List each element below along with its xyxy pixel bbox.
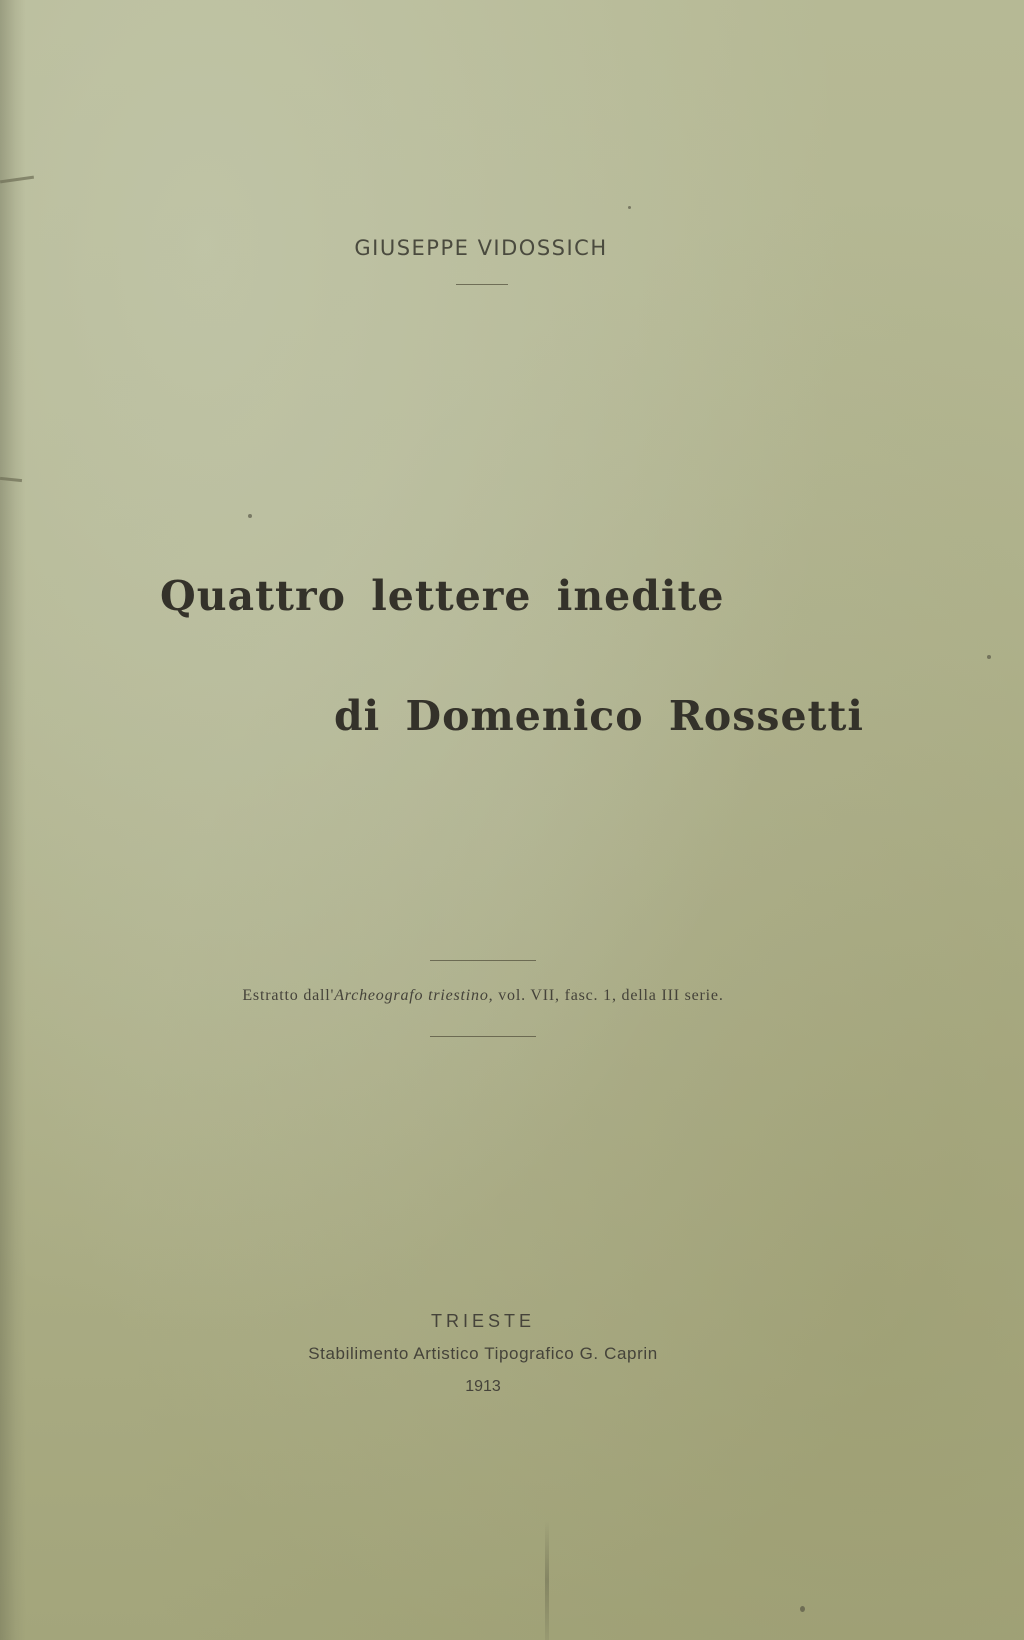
paper-speck — [987, 655, 991, 659]
divider-rule — [456, 284, 508, 285]
publication-title: Archeografo triestino, — [334, 987, 494, 1004]
title-line-2: di Domenico Rossetti — [334, 692, 864, 740]
extract-suffix: vol. VII, fasc. 1, della III serie. — [493, 987, 724, 1004]
divider-rule — [430, 960, 536, 961]
extract-prefix: Estratto dall' — [242, 987, 335, 1004]
imprint-printer: Stabilimento Artistico Tipografico G. Caprin — [308, 1344, 658, 1363]
paper-speck — [248, 514, 252, 518]
title-line-1: Quattro lettere inedite — [160, 572, 725, 620]
divider-rule — [430, 1036, 536, 1037]
paper-speck — [628, 206, 631, 209]
author-name: GIUSEPPE VIDOSSICH — [354, 236, 608, 260]
paper-speck — [800, 1606, 805, 1612]
paper-crease — [545, 1520, 549, 1640]
imprint-year: 1913 — [465, 1378, 501, 1395]
imprint-city: TRIESTE — [430, 1311, 535, 1331]
extract-note — [0, 987, 966, 1005]
